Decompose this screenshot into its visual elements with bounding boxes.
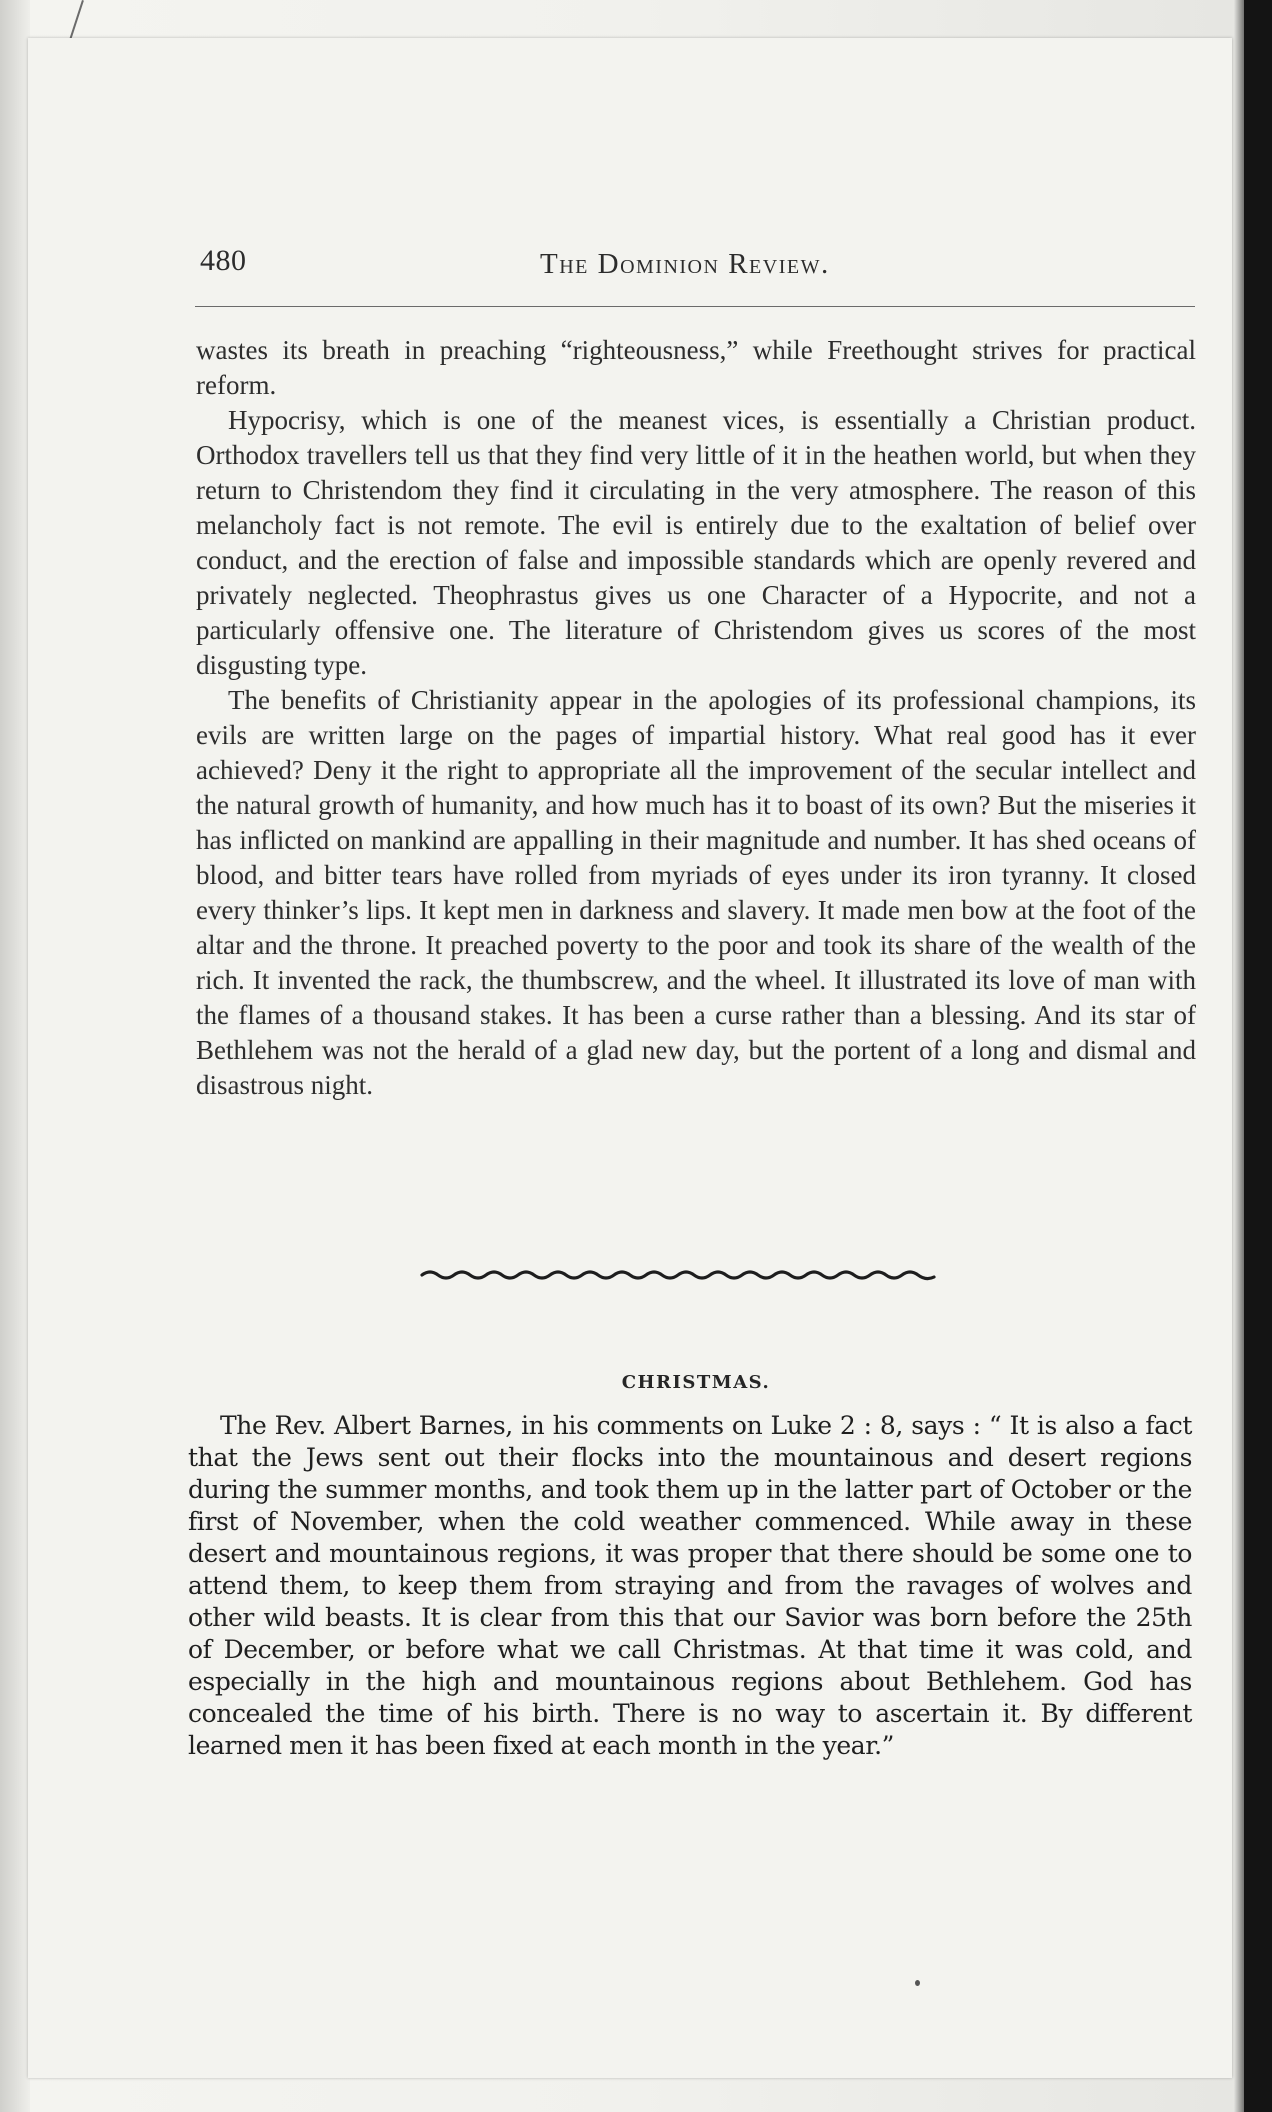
page-left-edge: [0, 0, 30, 2112]
page-number: 480: [200, 244, 247, 277]
paragraph-continued: wastes its breath in preaching “righteousness,” while Freethought strives for practical reform.: [196, 335, 1196, 400]
article-body: [196, 333, 1196, 1103]
paragraph: The benefits of Christianity appear in the apologies of its professional champions, its evils are written large on the pages of impartial history. What real good has it ever achieved? Deny it the right to appropriate all the improvement of the secular intellect and the natural growth of humanity, and how much has it to boast of its own? But the miseries it has inflicted on mankind are appalling in their magnitude and number. It has shed oceans of blood, and bitter tears have rolled from myriads of eyes under its iron tyranny. It closed every thinker’s lips. It kept men in darkness and slavery. It made men bow at the foot of the altar and the throne. It preached poverty to the poor and took its share of the wealth of the rich. It invented the rack, the thumbscrew, and the wheel. It illustrated its love of man with the flames of a thousand stakes. It has been a curse rather than a blessing. And its star of Bethlehem was not the herald of a glad new day, but the portent of a long and dismal and disastrous night.: [196, 685, 1196, 1100]
paragraph: The Rev. Albert Barnes, in his comments on Luke 2 : 8, says : “ It is also a fact that the Jews sent out their flocks into the mountainous and desert regions during the summer months, and took them up in the latter part of October or the first of November, when the cold weather commenced. While away in these desert and mountainous regions, it was proper that there should be some one to attend them, to keep them from straying and from the ravages of wolves and other wild beasts. It is clear from this that our Savior was born before the 25th of December, or before what we call Christmas. At that time it was cold, and especially in the high and mountainous regions about Bethlehem. God has concealed the time of his birth. There is no way to ascertain it. By different learned men it has been fixed at each month in the year.”: [188, 1411, 1192, 1760]
journal-title: The Dominion Review.: [540, 248, 830, 280]
header-rule: [195, 306, 1195, 307]
running-head: [200, 244, 1190, 284]
christmas-article-body: [188, 1410, 1192, 1762]
section-heading: CHRISTMAS.: [621, 1372, 771, 1393]
scan-speck: [915, 1980, 920, 1986]
scan-binding-shadow: [1244, 0, 1272, 2112]
wavy-rule-ornament: [420, 1263, 940, 1287]
paragraph: Hypocrisy, which is one of the meanest vices, is essentially a Christian product. Orthodox travellers tell us that they find very little of it in the heathen world, but when they return to Christendom they find it circulating in the very atmosphere. The reason of this melancholy fact is not remote. The evil is entirely due to the exaltation of belief over conduct, and the erection of false and impossible standards which are openly revered and privately neglected. Theophrastus gives us one Character of a Hypocrite, and not a particularly offensive one. The literature of Christendom gives us scores of the most disgusting type.: [196, 405, 1196, 680]
